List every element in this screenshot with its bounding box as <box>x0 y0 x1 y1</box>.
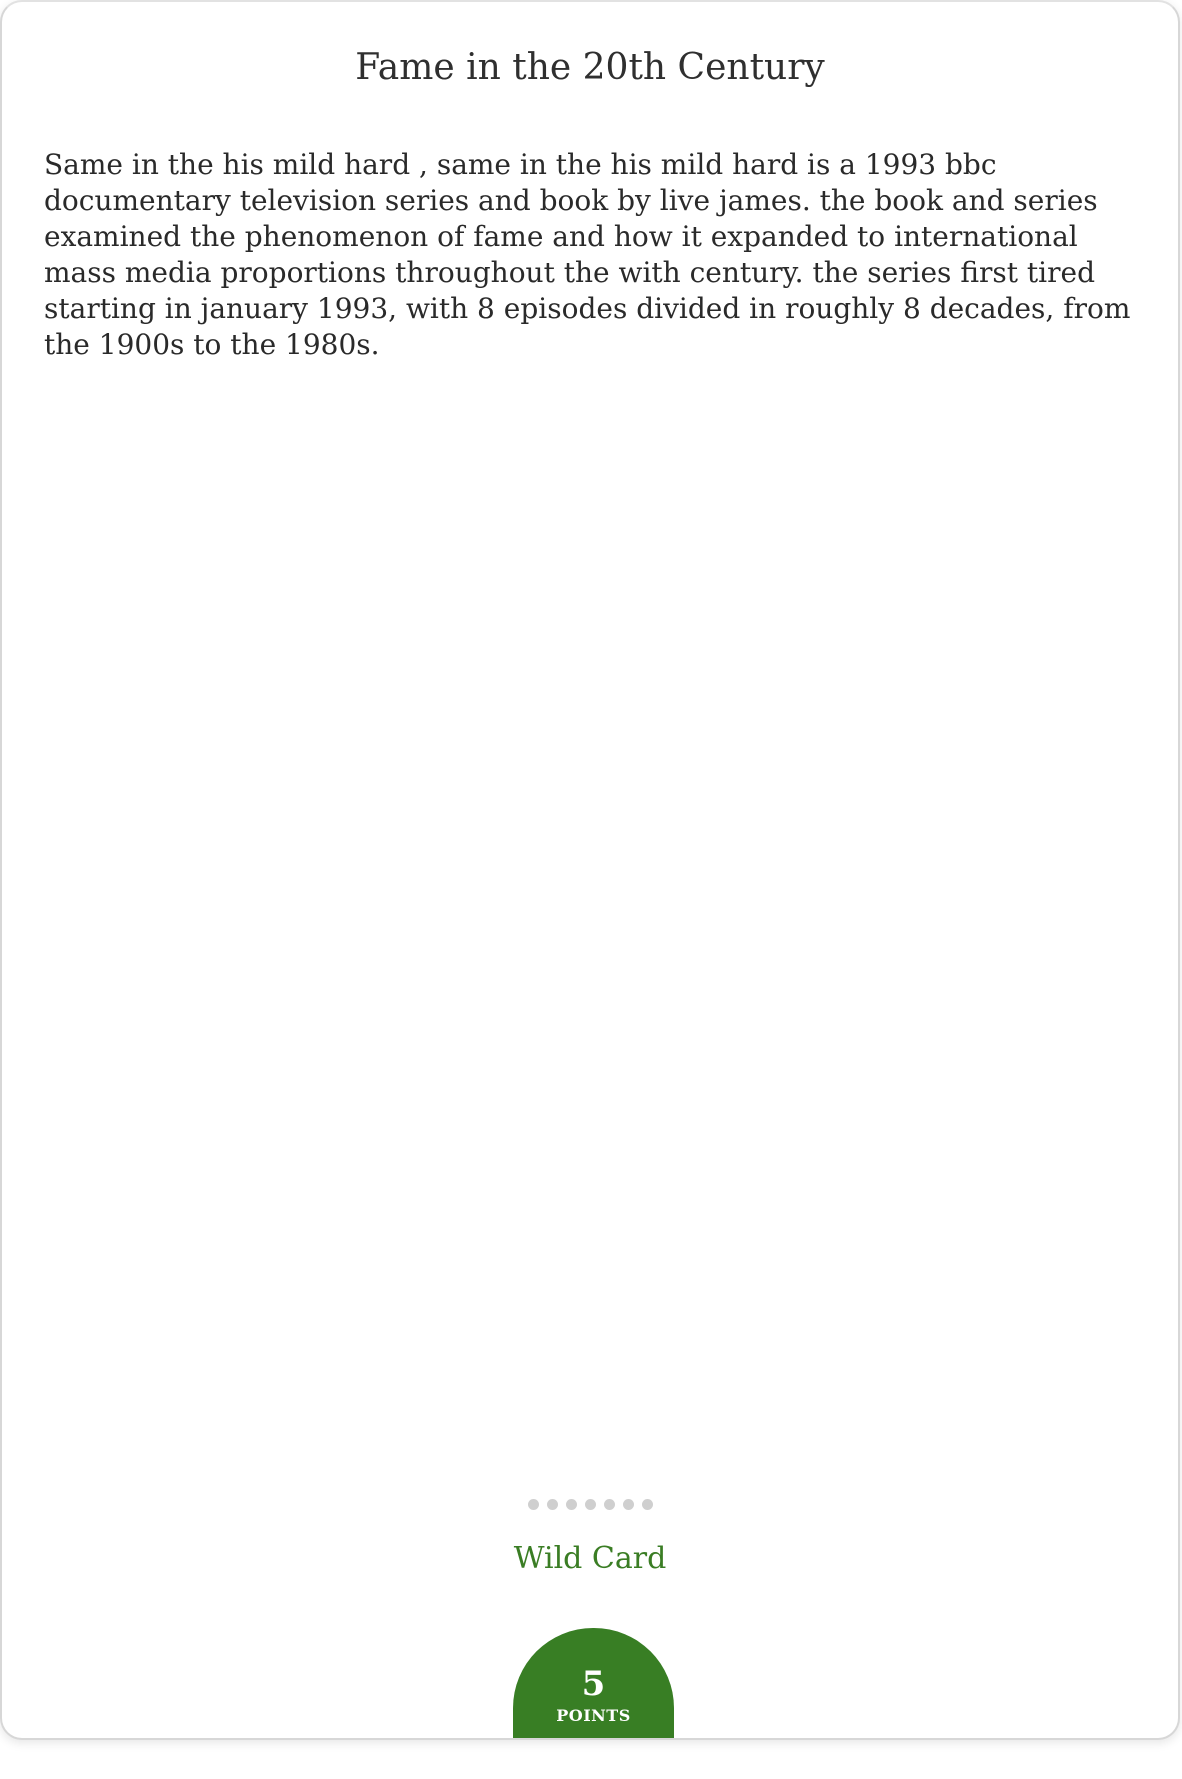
pagination-dot[interactable] <box>604 1499 615 1510</box>
card-title: Fame in the 20th Century <box>355 47 825 88</box>
pagination-dot[interactable] <box>642 1499 653 1510</box>
pagination-dots <box>2 1499 1178 1510</box>
pagination-dot[interactable] <box>566 1499 577 1510</box>
pagination-dot[interactable] <box>547 1499 558 1510</box>
points-value: 5 <box>581 1664 606 1704</box>
pagination-dot[interactable] <box>585 1499 596 1510</box>
points-label: POINTS <box>556 1706 631 1725</box>
card-body-text: Same in the his mild hard , same in the his mild hard is a 1993 bbc documentary television series and book by live james. the book and series examined the phenomenon of fame and how it expanded to international mass media proportions throughout the with century. the series first tired starting in january 1993, with 8 episodes divided in roughly 8 decades, from the 1900s to the 1980s. <box>44 148 1131 361</box>
pagination-dot[interactable] <box>623 1499 634 1510</box>
pagination-dot[interactable] <box>528 1499 539 1510</box>
category-label: Wild Card <box>513 1541 667 1576</box>
points-badge <box>513 1628 674 1740</box>
